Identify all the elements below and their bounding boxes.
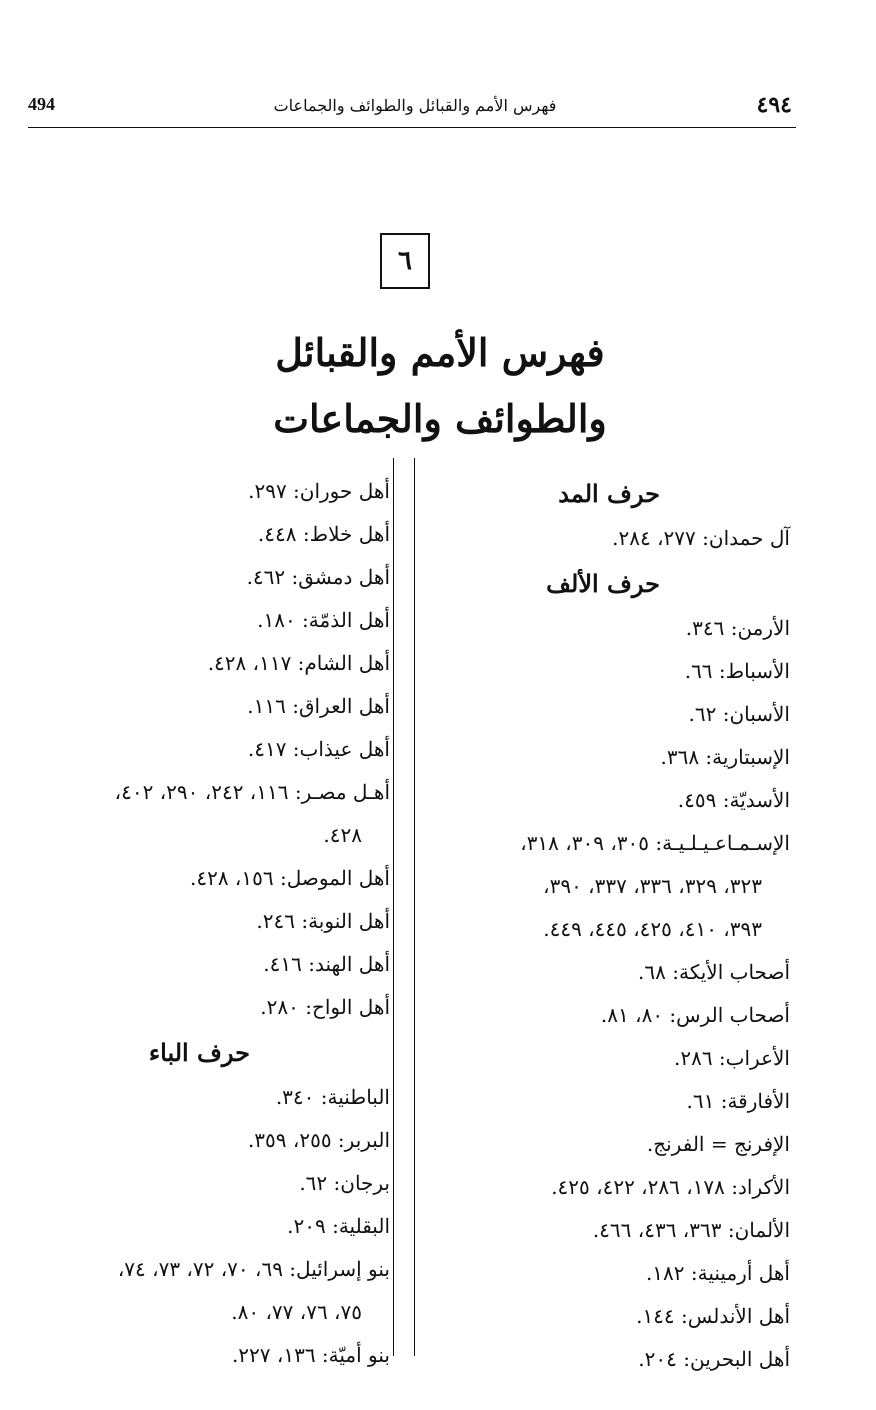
running-title: فهرس الأمم والقبائل والطوائف والجماعات — [273, 96, 557, 115]
index-entry: البقلية: ٢٠٩. — [287, 1214, 390, 1238]
page-number-arabic: ٤٩٤ — [756, 92, 792, 118]
index-entry-continuation: ٣٩٣، ٤١٠، ٤٢٥، ٤٤٥، ٤٤٩. — [543, 917, 762, 941]
index-entry: أصحاب الرس: ٨٠، ٨١. — [600, 1003, 790, 1027]
index-entry: أهل دمشق: ٤٦٢. — [246, 565, 390, 589]
letter-heading: حرف المد — [558, 479, 660, 508]
index-entry-continuation: ٧٥، ٧٦، ٧٧، ٨٠. — [231, 1300, 362, 1324]
index-entry: أهل الذمّة: ١٨٠. — [257, 608, 390, 632]
page-number-latin: 494 — [28, 94, 55, 114]
index-entry-continuation: ٣٢٣، ٣٢٩، ٣٣٦، ٣٣٧، ٣٩٠، — [543, 874, 762, 898]
letter-heading: حرف الباء — [148, 1038, 250, 1067]
index-entry: أهل الشام: ١١٧، ٤٢٨. — [207, 651, 390, 675]
index-column-left — [20, 470, 390, 1377]
index-entry: الأعراب: ٢٨٦. — [673, 1046, 790, 1070]
index-entry: أهل الأندلس: ١٤٤. — [636, 1304, 790, 1328]
index-entry: بنو أميّة: ١٣٦، ٢٢٧. — [231, 1343, 390, 1367]
index-entry: أهل الموصل: ١٥٦، ٤٢٨. — [189, 866, 390, 890]
index-entry: أصحاب الأيكة: ٦٨. — [638, 960, 790, 984]
index-entry: الباطنية: ٣٤٠. — [275, 1085, 390, 1109]
index-entry: آل حمدان: ٢٧٧، ٢٨٤. — [612, 526, 790, 550]
column-divider-rule — [393, 458, 394, 1356]
chapter-number-box — [380, 233, 430, 289]
chapter-number: ٦ — [398, 246, 412, 276]
index-entry: الأكراد: ١٧٨، ٢٨٦، ٤٢٢، ٤٢٥. — [551, 1175, 790, 1199]
index-entry: الأسديّة: ٤٥٩. — [677, 788, 790, 812]
index-entry: البربر: ٢٥٥، ٣٥٩. — [247, 1128, 390, 1152]
index-entry: الألمان: ٣٦٣، ٤٣٦، ٤٦٦. — [592, 1218, 790, 1242]
letter-heading: حرف الألف — [546, 569, 660, 598]
index-entry: أهـل مصـر: ١١٦، ٢٤٢، ٢٩٠، ٤٠٢، — [114, 780, 390, 804]
index-entry: بنو إسرائيل: ٦٩، ٧٠، ٧٢، ٧٣، ٧٤، — [117, 1257, 390, 1281]
index-entry: أهل البحرين: ٢٠٤. — [638, 1347, 790, 1371]
page-title-line-2: والطوائف والجماعات — [273, 396, 607, 441]
index-entry: الأسباط: ٦٦. — [684, 659, 790, 683]
index-entry: أهل عيذاب: ٤١٧. — [247, 737, 390, 761]
page-title-line-1: فهرس الأمم والقبائل — [275, 330, 605, 375]
index-entry: الأفارقة: ٦١. — [686, 1089, 790, 1113]
index-entry: الأرمن: ٣٤٦. — [685, 616, 790, 640]
index-entry: الإسـمـاعـيـلـيـة: ٣٠٥، ٣٠٩، ٣١٨، — [520, 831, 790, 855]
index-entry: أهل حوران: ٢٩٧. — [248, 479, 390, 503]
index-entry: أهل خلاط: ٤٤٨. — [257, 522, 390, 546]
index-entry: الإفرنج = الفرنج. — [646, 1132, 790, 1156]
index-entry: أهل العراق: ١١٦. — [247, 694, 390, 718]
index-column-right — [410, 470, 790, 1381]
index-entry: الإسبتارية: ٣٦٨. — [660, 745, 790, 769]
index-entry: أهل أرمينية: ١٨٢. — [645, 1261, 790, 1285]
index-entry: أهل الواح: ٢٨٠. — [260, 995, 390, 1019]
index-entry: أهل النوبة: ٢٤٦. — [256, 909, 390, 933]
header-rule — [28, 127, 796, 128]
index-entry-continuation: ٤٢٨. — [323, 823, 362, 847]
page-title — [180, 320, 700, 452]
index-entry: برجان: ٦٢. — [299, 1171, 390, 1195]
index-entry: الأسبان: ٦٢. — [688, 702, 790, 726]
index-entry: أهل الهند: ٤١٦. — [263, 952, 390, 976]
